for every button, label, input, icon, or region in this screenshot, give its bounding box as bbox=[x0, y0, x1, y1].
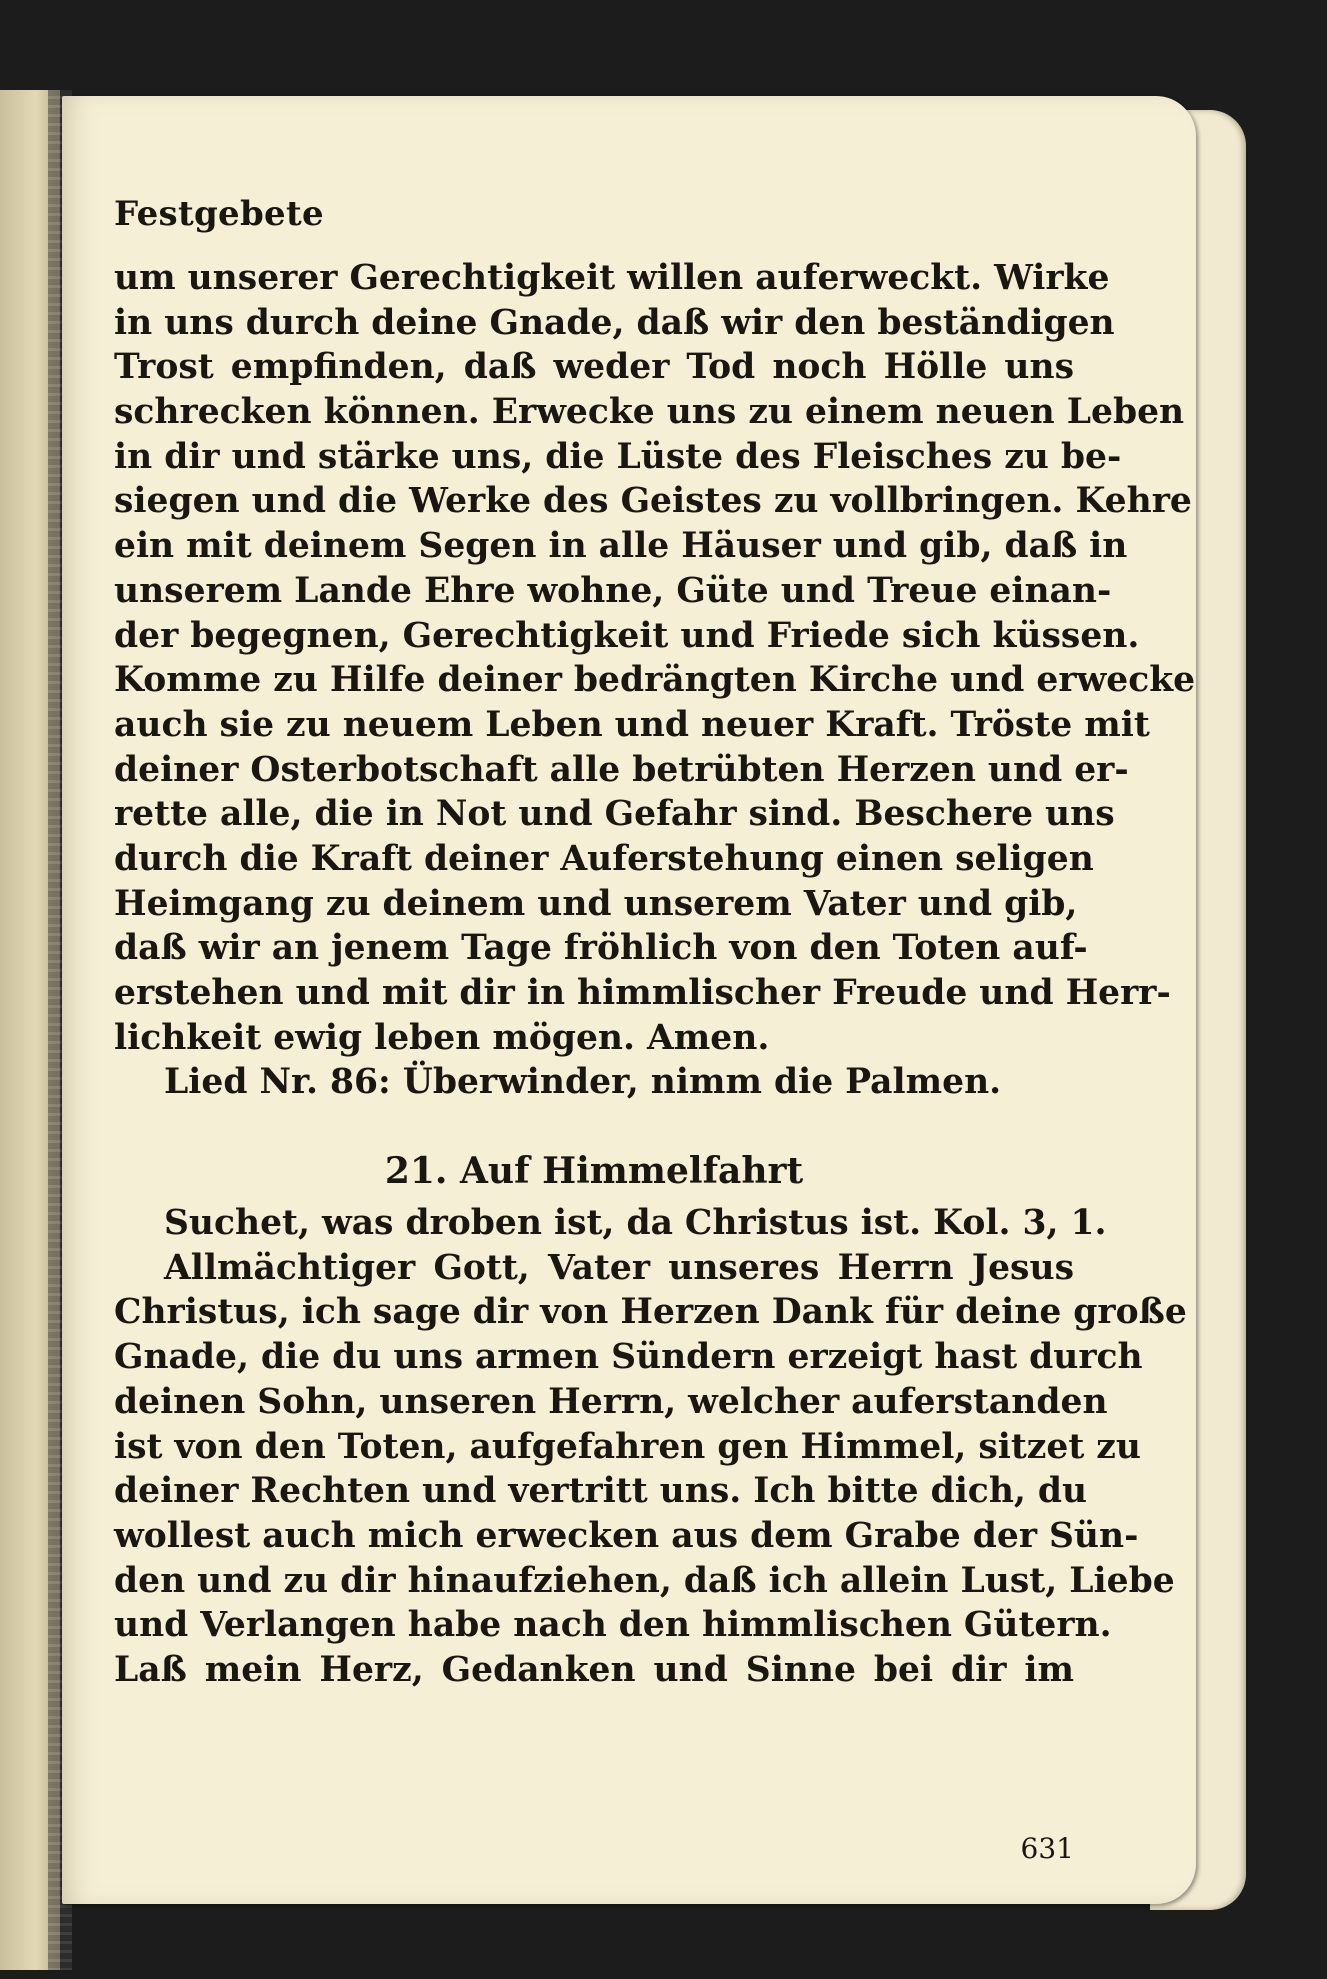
text-line: Christus, ich sage dir von Herzen Dank für deine große bbox=[114, 1292, 1187, 1333]
text-line: unserem Lande Ehre wohne, Güte und Treue einan- bbox=[114, 570, 1112, 611]
running-head: Festgebete bbox=[114, 194, 324, 234]
text-line: deiner Rechten und vertritt uns. Ich bitte dich, du bbox=[114, 1471, 1088, 1512]
text-line: daß wir an jenem Tage fröhlich von den Toten auf- bbox=[114, 928, 1088, 969]
book-page bbox=[62, 96, 1196, 1904]
text-line: Heimgang zu deinem und unserem Vater und gib, bbox=[114, 883, 1078, 924]
page-number: 631 bbox=[1020, 1832, 1074, 1865]
text-line: Trost empfinden, daß weder Tod noch Hölle uns bbox=[114, 347, 1074, 388]
text-line: auch sie zu neuem Leben und neuer Kraft. Tröste mit bbox=[114, 704, 1150, 745]
text-line: erstehen und mit dir in himmlischer Freude und Herr- bbox=[114, 973, 1171, 1013]
text-line: ein mit deinem Segen in alle Häuser und gib, daß in bbox=[114, 526, 1128, 567]
text-line: lichkeit ewig leben mögen. Amen. bbox=[114, 1017, 770, 1058]
text-line: Laß mein Herz, Gedanken und Sinne bei dir im bbox=[114, 1649, 1074, 1690]
text-line: durch die Kraft deiner Auferstehung einen seligen bbox=[114, 838, 1094, 879]
text-line: Gnade, die du uns armen Sündern erzeigt hast durch bbox=[114, 1337, 1143, 1378]
text-line: Komme zu Hilfe deiner bedrängten Kirche und erwecke bbox=[114, 660, 1196, 701]
prayer-paragraph-2 bbox=[114, 1246, 1187, 1693]
scripture-verse: Suchet, was droben ist, da Christus ist. Kol. 3, 1. bbox=[164, 1203, 1107, 1244]
text-line: wollest auch mich erwecken aus dem Grabe der Sün- bbox=[114, 1515, 1139, 1556]
text-line: Allmächtiger Gott, Vater unseres Herrn Jesus bbox=[164, 1247, 1074, 1288]
hymn-reference: Lied Nr. 86: Überwinder, nimm die Palmen. bbox=[164, 1062, 1002, 1103]
text-line: um unserer Gerechtigkeit willen auferweckt. Wirke bbox=[114, 258, 1110, 298]
text-line: der begegnen, Gerechtigkeit und Friede sich küssen. bbox=[114, 615, 1140, 656]
text-line: und Verlangen habe nach den himmlischen Gütern. bbox=[114, 1605, 1112, 1646]
text-line: deinen Sohn, unseren Herrn, welcher auferstanden bbox=[114, 1381, 1108, 1422]
prayer-paragraph-1 bbox=[114, 256, 1196, 1060]
text-line: siegen und die Werke des Geistes zu vollbringen. Kehre bbox=[114, 481, 1192, 522]
text-line: den und zu dir hinaufziehen, daß ich allein Lust, Liebe bbox=[114, 1560, 1175, 1601]
page-content bbox=[114, 194, 1196, 1865]
text-line: ist von den Toten, aufgefahren gen Himmel, sitzet zu bbox=[114, 1426, 1141, 1467]
text-line: deiner Osterbotschaft alle betrübten Herzen und er- bbox=[114, 749, 1129, 790]
text-line: rette alle, die in Not und Gefahr sind. Beschere uns bbox=[114, 794, 1115, 835]
text-line: schrecken können. Erwecke uns zu einem neuen Leben bbox=[114, 392, 1185, 433]
text-line: in dir und stärke uns, die Lüste des Fleisches zu be- bbox=[114, 436, 1122, 477]
text-line: in uns durch deine Gnade, daß wir den beständigen bbox=[114, 302, 1115, 343]
section-heading: 21. Auf Himmelfahrt bbox=[384, 1150, 804, 1193]
